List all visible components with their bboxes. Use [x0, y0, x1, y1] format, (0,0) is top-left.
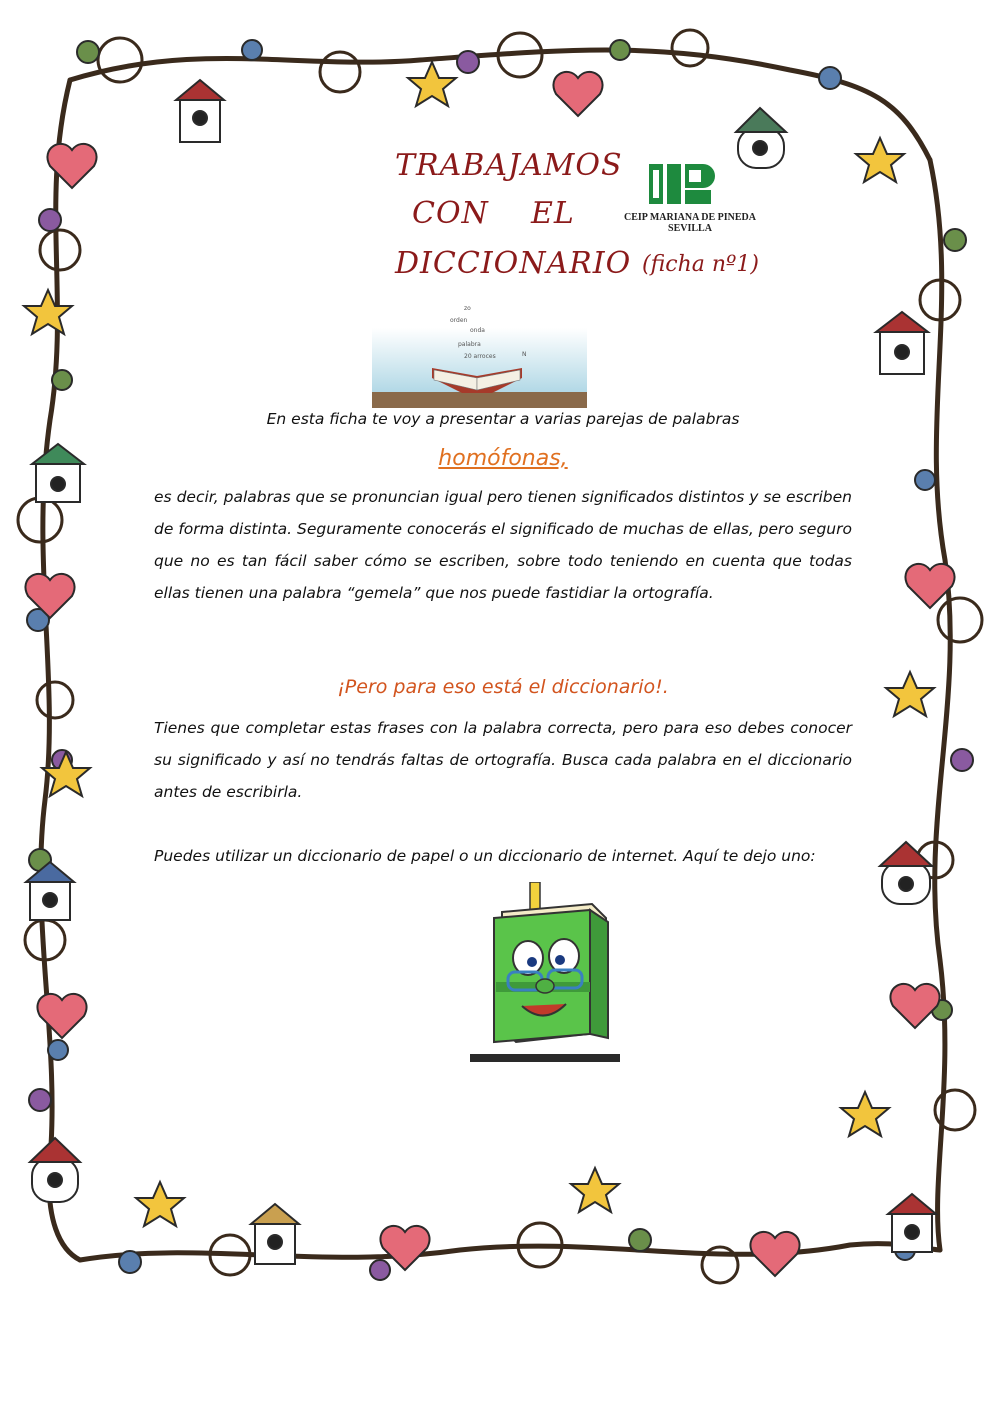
- border-stars: [24, 62, 934, 1226]
- svg-text:zo: zo: [464, 305, 471, 312]
- homophones-highlight: homófonas,: [438, 446, 568, 471]
- title-line-2: CON EL: [412, 196, 575, 231]
- school-city: SEVILLA: [668, 223, 712, 234]
- svg-text:N: N: [522, 351, 527, 358]
- title-line-3: DICCIONARIO: [395, 246, 632, 281]
- svg-text:onda: onda: [470, 327, 485, 334]
- svg-text:20 arroces: 20 arroces: [464, 353, 496, 360]
- title-line-1: TRABAJAMOS: [395, 148, 623, 183]
- dictionary-options-paragraph: Puedes utilizar un diccionario de papel o un diccionario de internet. Aquí te dejo uno:: [154, 847, 816, 865]
- school-logo: [645, 158, 715, 208]
- school-name-line: CEIP MARIANA DE PINEDA: [624, 212, 756, 223]
- vine: [41, 50, 951, 1260]
- worksheet-number: (ficha nº1): [642, 252, 759, 277]
- intro-line: En esta ficha te voy a presentar a varias parejas de palabras: [266, 410, 740, 428]
- svg-text:palabra: palabra: [458, 341, 481, 348]
- book-illustration: [372, 298, 587, 408]
- image-watermark-bar: [470, 1054, 620, 1062]
- instructions-paragraph: Tienes que completar estas frases con la palabra correcta, pero para eso debes conocer su significado y así no tendrás faltas de ortografía. Busca cada palabra en el diccionario antes de escribirla.: [154, 719, 852, 801]
- svg-text:orden: orden: [450, 317, 468, 324]
- dictionary-mascot[interactable]: [480, 882, 620, 1057]
- intro-paragraph: es decir, palabras que se pronuncian igual pero tienen significados distintos y se escriben de forma distinta. Seguramente conocerás el significado de muchas de ellas, pero seguro que no es tan fácil saber cómo se escriben, sobre todo teniendo en cuenta que todas ellas tienen una palabra “gemela” que nos puede fastidiar la ortografía.: [154, 488, 852, 602]
- dictionary-callout: ¡Pero para eso está el diccionario!.: [337, 676, 669, 698]
- school-name: [615, 212, 765, 234]
